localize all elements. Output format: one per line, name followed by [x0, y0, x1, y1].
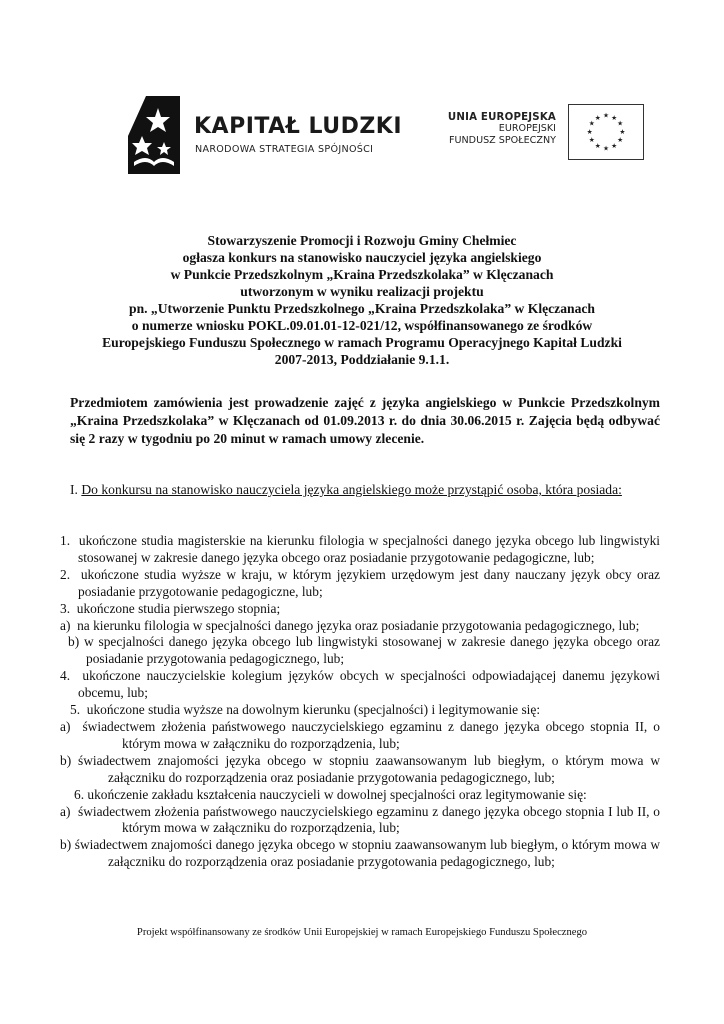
svg-text:★: ★ — [588, 119, 595, 128]
list-text: w specjalności danego języka obcego lub lingwistyki stosowanej w zakresie danego języka obcego oraz posiadanie przygotowania pedagogicznego, lub; — [84, 634, 660, 667]
list-item — [60, 634, 660, 668]
list-marker: 1. — [60, 533, 71, 548]
kapital-ludzki-subtitle: NARODOWA STRATEGIA SPÓJNOŚCI — [195, 144, 374, 155]
list-text: świadectwem złożenia państwowego nauczycielskiego egzaminu z danego języka obcego stopnia I lub II, o którym mowa w załączniku do rozporządzenia, lub; — [77, 803, 660, 836]
announcement-line: 2007-2013, Poddziałanie 9.1.1. — [274, 352, 450, 367]
list-text: ukończone studia magisterskie na kierunku filologia w specjalności danego języka obcego lub lingwistyki stosowanej w zakresie danego języka obcego oraz posiadanie przygotowanie pedagogiczne, lub; — [78, 533, 660, 565]
svg-text:★: ★ — [617, 119, 624, 128]
announcement-line: pn. „Utworzenie Punktu Przedszkolnego „Kraina Przedszkolaka” w Klęczanach — [129, 301, 595, 316]
svg-text:★: ★ — [602, 144, 610, 153]
list-item — [60, 753, 660, 787]
requirements-list — [60, 533, 660, 871]
list-text: świadectwem złożenia państwowego nauczycielskiego egzaminu z danego języka obcego stopnia II, o którym mowa w załączniku do rozporządzenia, lub; — [82, 718, 661, 751]
list-marker: b) — [68, 634, 80, 650]
list-item — [60, 618, 660, 635]
list-item — [60, 567, 660, 601]
svg-text:★: ★ — [594, 142, 601, 151]
announcement-line: utworzonym w wyniku realizacji projektu — [240, 284, 484, 299]
announcement-line: ogłasza konkurs na stanowisko nauczyciel języka angielskiego — [182, 250, 542, 265]
kapital-ludzki-logo — [128, 96, 403, 174]
kapital-ludzki-emblem — [128, 96, 180, 174]
list-text: ukończone studia wyższe w kraju, w którym językiem urzędowym jest dany nauczany język obcy oraz posiadanie przygotowanie pedagogiczne, lub; — [78, 566, 660, 599]
unia-europejska-logo — [428, 100, 644, 164]
list-text: ukończone studia wyższe na dowolnym kierunku (specjalności) i legitymowanie się: — [86, 702, 541, 718]
svg-text:★: ★ — [602, 111, 610, 120]
list-marker: 2. — [60, 566, 71, 582]
section-text: Do konkursu na stanowisko nauczyciela języka angielskiego może przystąpić osoba, która posiada: — [81, 482, 622, 497]
list-marker: a) — [60, 803, 71, 819]
svg-text:★: ★ — [611, 113, 618, 122]
svg-text:★: ★ — [588, 136, 595, 145]
svg-text:★: ★ — [617, 136, 624, 145]
ue-line3: FUNDUSZ SPOŁECZNY — [448, 135, 556, 146]
list-text: na kierunku filologia w specjalności danego języka oraz posiadanie przygotowania pedagogicznego, lub; — [77, 617, 640, 633]
list-item — [60, 601, 660, 618]
list-marker: 6. — [74, 786, 85, 802]
list-item — [60, 702, 660, 719]
announcement-line: w Punkcie Przedszkolnym „Kraina Przedszkolaka” w Klęczanach — [170, 267, 554, 282]
list-marker: b) — [60, 752, 72, 768]
eu-flag-icon — [568, 104, 644, 160]
ue-line1: UNIA EUROPEJSKA — [447, 112, 556, 123]
list-item — [60, 804, 660, 838]
list-item — [60, 719, 660, 753]
section-heading — [70, 481, 660, 498]
list-item — [60, 787, 660, 804]
kapital-ludzki-title: KAPITAŁ LUDZKI — [194, 114, 403, 139]
list-text: ukończenie zakładu kształcenia nauczycieli w dowolnej specjalności oraz legitymowanie się: — [87, 786, 587, 802]
ue-text — [448, 112, 556, 147]
list-text: świadectwem znajomości danego języka obcego w stopniu zaawansowanym lub biegłym, o którym mowa w załączniku do rozporządzenia oraz posiadanie przygotowania pedagogicznego, lub; — [74, 837, 660, 870]
announcement-line: Stowarzyszenie Promocji i Rozwoju Gminy Chełmiec — [207, 233, 517, 248]
list-item — [60, 837, 660, 871]
list-text: ukończone studia pierwszego stopnia; — [76, 600, 281, 616]
list-marker: a) — [60, 617, 71, 633]
ue-line2: EUROPEJSKI — [498, 123, 556, 134]
announcement-line: Europejskiego Funduszu Społecznego w ramach Programu Operacyjnego Kapitał Ludzki — [102, 335, 622, 350]
svg-text:★: ★ — [594, 113, 601, 122]
svg-text:★: ★ — [611, 142, 618, 151]
announcement-line: o numerze wniosku POKL.09.01.01-12-021/12, współfinansowanego ze środków — [131, 318, 593, 333]
page-footer: Projekt współfinansowany ze środków Unii Europejskiej w ramach Europejskiego Funduszu Społecznego — [136, 927, 588, 938]
list-item — [60, 533, 660, 567]
announcement-block — [60, 232, 664, 368]
list-text: ukończone nauczycielskie kolegium języków obcych w specjalności odpowiadającej danemu językowi obcemu, lub; — [78, 668, 661, 701]
list-marker: a) — [60, 718, 71, 734]
list-text: świadectwem znajomości języka obcego w stopniu zaawansowanym lub biegłym, o którym mowa w załączniku do rozporządzenia oraz posiadanie przygotowania pedagogicznego, lub; — [77, 752, 660, 785]
section-number: I. — [70, 482, 78, 497]
list-marker: 3. — [60, 600, 71, 616]
list-item — [60, 668, 660, 702]
list-marker: 4. — [60, 668, 71, 684]
list-marker: 5. — [70, 702, 81, 718]
svg-text:★: ★ — [619, 127, 626, 136]
intro-paragraph: Przedmiotem zamówienia jest prowadzenie zajęć z języka angielskiego w Punkcie Przedszkolnym „Kraina Przedszkolaka” w Klęczanach od 01.09.2013 r. do dnia 30.06.2015 r. Zajęcia będą odbywać się 2 razy w tygodniu po 20 minut w ramach umowy zlecenie. — [70, 395, 660, 446]
list-marker: b) — [60, 837, 72, 853]
svg-text:★: ★ — [586, 127, 593, 136]
